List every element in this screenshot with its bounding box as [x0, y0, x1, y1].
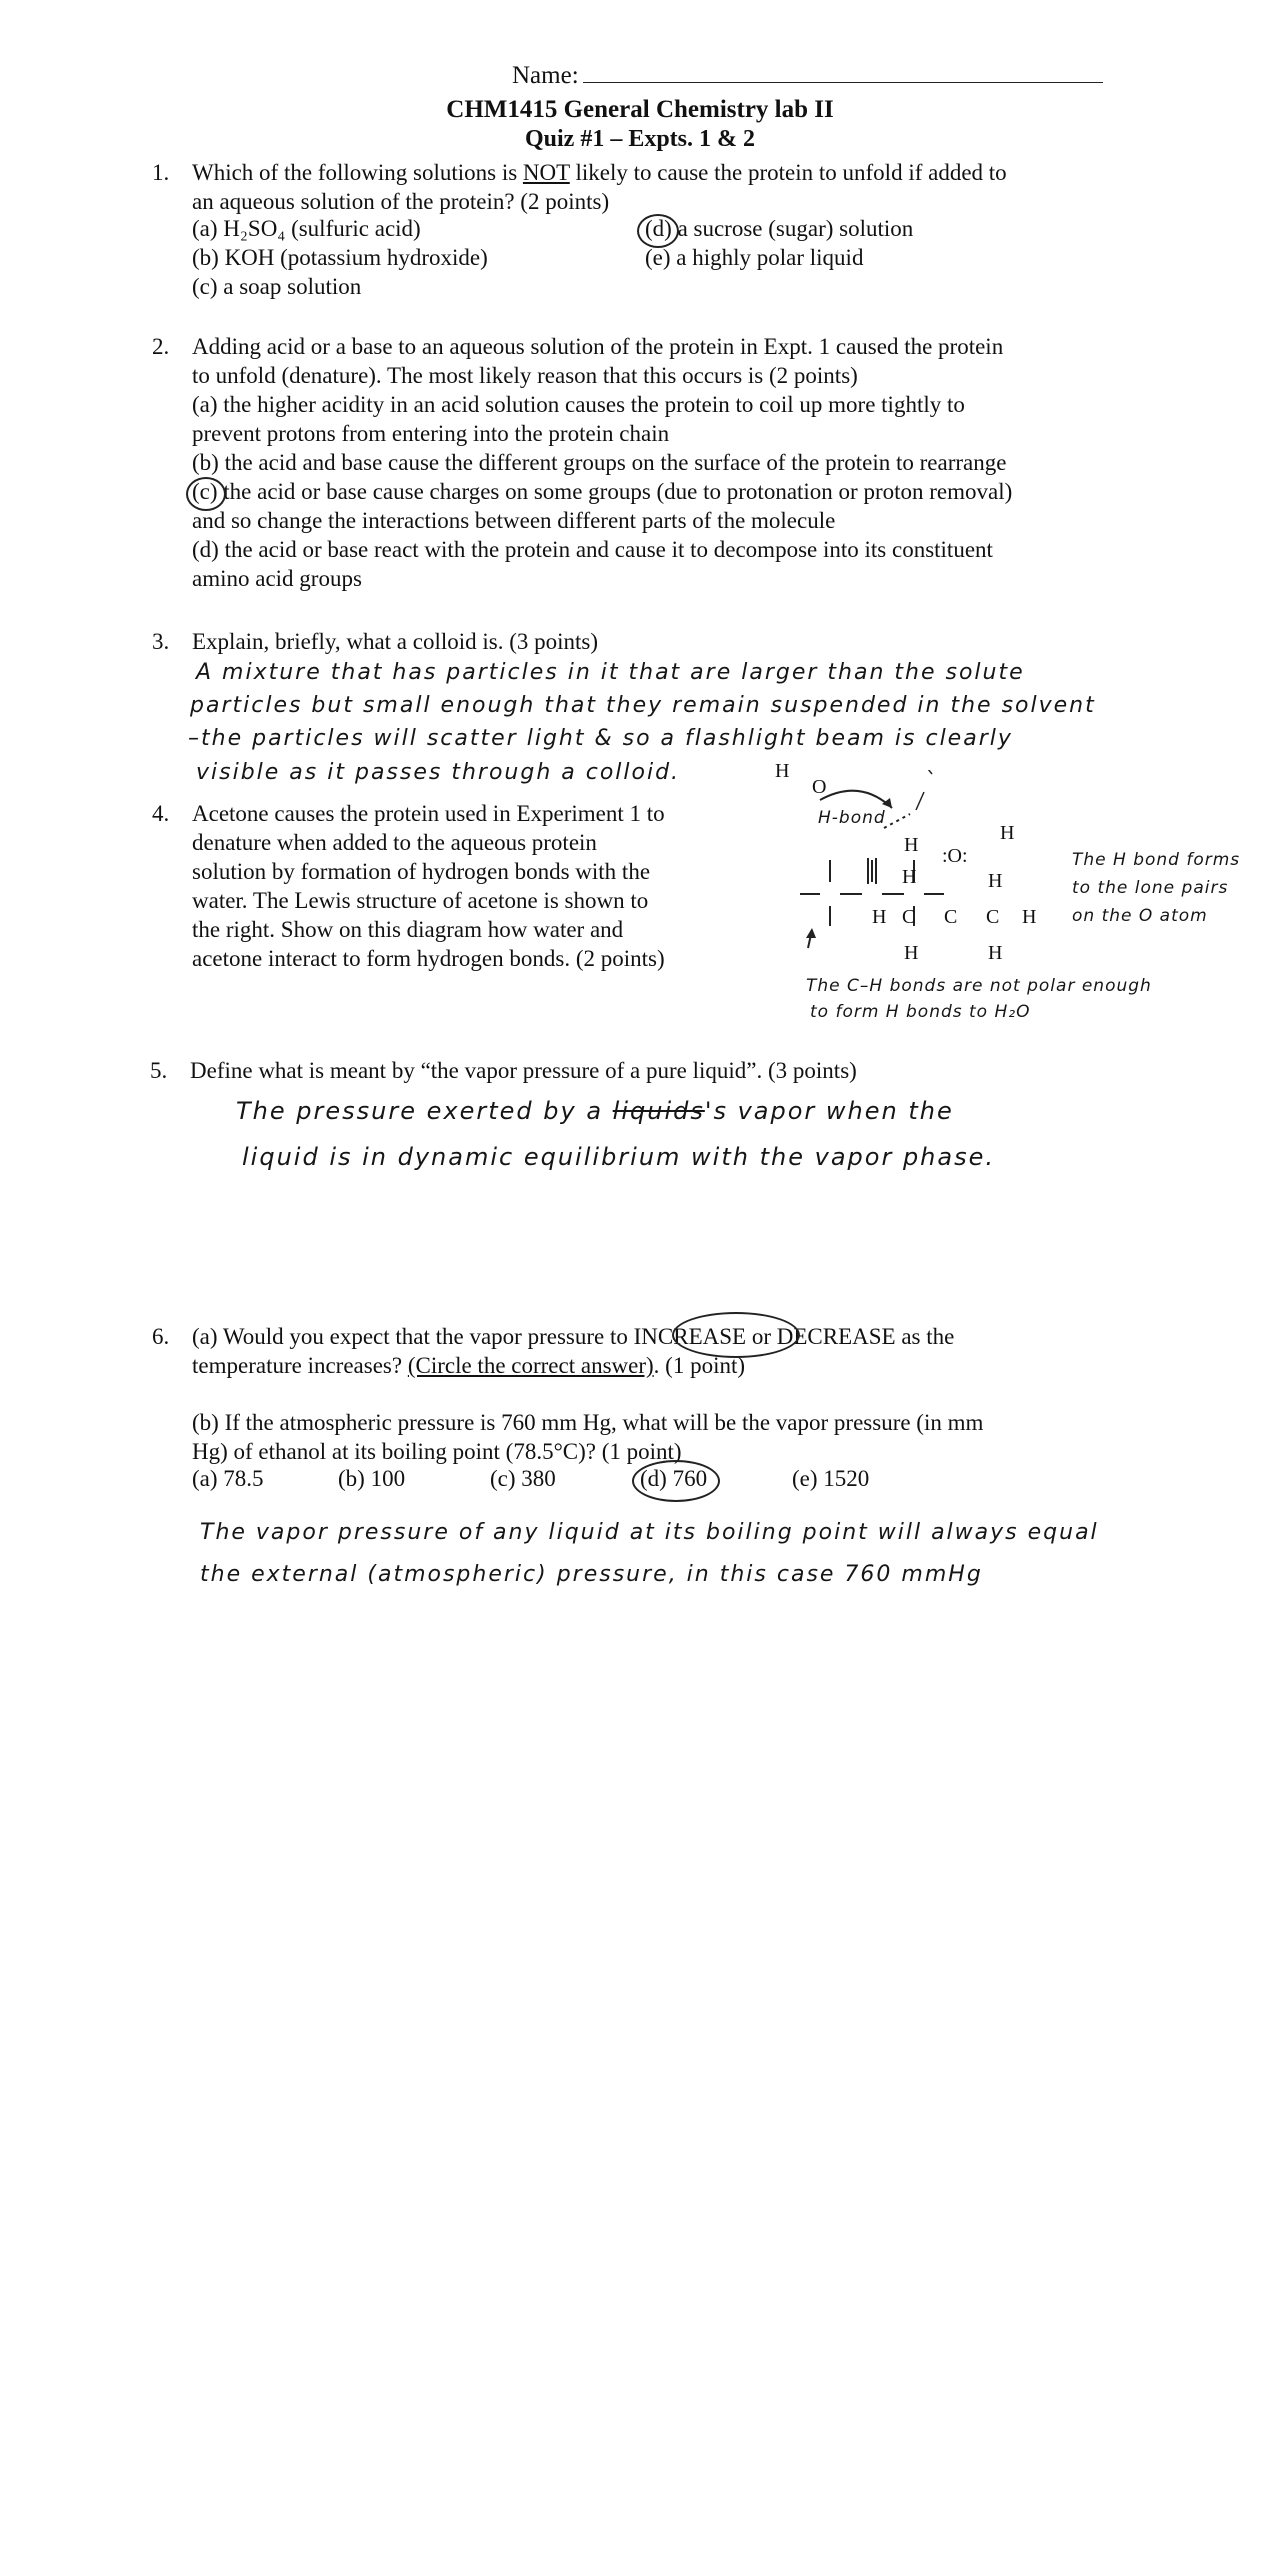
increase-answer: INCREASE [633, 1324, 747, 1349]
answer-circle-mark [186, 477, 226, 511]
question-4 [152, 799, 665, 973]
water-h-atom: H [1000, 822, 1015, 844]
question-5 [150, 1056, 857, 1085]
q6-choice-b: (b) 100 [338, 1466, 406, 1491]
answer-circle-mark [637, 214, 679, 248]
diagram-side-note: The H bond forms [1072, 850, 1241, 870]
struck-word: liquids [612, 1097, 705, 1125]
question-3 [152, 627, 599, 656]
h-atom: H [988, 942, 1003, 964]
question-text-line: Explain, briefly, what a colloid is. (3 points) [192, 629, 599, 654]
answer-circle-mark [672, 1312, 800, 1358]
q1-option-b: (b) KOH (potassium hydroxide) [192, 245, 488, 270]
q2-option-b: (b) the acid and base cause the different groups on the surface of the protein to rearrange [192, 450, 1007, 475]
question-text-line: an aqueous solution of the protein? (2 points) [192, 189, 610, 214]
q1-option-c: (c) a soap solution [192, 274, 362, 299]
c-atom: C [902, 906, 916, 928]
question-text-line: acetone interact to form hydrogen bonds. (2 points) [192, 946, 665, 971]
circle-instruction: (Circle the correct answer) [407, 1353, 654, 1378]
q2-option-a: (a) the higher acidity in an acid solution causes the protein to coil up more tightly to [192, 392, 965, 417]
question-2 [152, 332, 1013, 593]
handwritten-answer-line: liquid is in dynamic equilibrium with the vapor phase. [242, 1143, 995, 1171]
h-atom: H [904, 942, 919, 964]
question-text-line: the right. Show on this diagram how water and [192, 917, 624, 942]
handwritten-answer-line: particles but small enough that they remain suspended in the solvent [190, 693, 1096, 718]
question-text-line: temperature increases? (Circle the correct answer). (1 point) [192, 1353, 746, 1378]
q6-choice-e: (e) 1520 [792, 1466, 870, 1491]
question-number: 5. [150, 1058, 168, 1083]
name-label: Name: [512, 62, 579, 89]
q1-option-d: (d) a sucrose (sugar) solution [645, 216, 914, 241]
h-atom: H [904, 834, 919, 856]
handwritten-answer-line: A mixture that has particles in it that are larger than the solute [196, 660, 1025, 685]
hbond-pointer-arrow [820, 791, 892, 808]
q1-option-a: (a) H₂SO₄ (sulfuric acid) [192, 216, 421, 241]
q2-option-c-cont: and so change the interactions between different parts of the molecule [192, 508, 836, 533]
question-text-line: to unfold (denature). The most likely reason that this occurs is (2 points) [192, 363, 858, 388]
diagram-bottom-note: The C–H bonds are not polar enough [806, 976, 1152, 996]
question-number: 4. [152, 801, 170, 826]
question-number: 6. [152, 1324, 170, 1349]
question-text-line: Acetone causes the protein used in Experiment 1 to [192, 801, 665, 826]
quiz-title: CHM1415 General Chemistry lab II [446, 96, 834, 123]
q2-option-d: (d) the acid or base react with the protein and cause it to decompose into its constituent [192, 537, 993, 562]
quiz-subtitle: Quiz #1 – Expts. 1 & 2 [524, 126, 755, 152]
question-1 [152, 158, 1007, 216]
question-text-line: denature when added to the aqueous protein [192, 830, 597, 855]
handwritten-answer-line: –the particles will scatter light & so a flashlight beam is clearly [188, 726, 1013, 751]
question-text-line: Adding acid or a base to an aqueous solution of the protein in Expt. 1 caused the protein [192, 334, 1004, 359]
q2-option-d-cont: amino acid groups [192, 566, 362, 591]
diagram-side-note: to the lone pairs [1072, 878, 1229, 898]
question-text-line: (a) Would you expect that the vapor pressure to INCREASE or DECREASE as the [192, 1324, 955, 1349]
q1-option-e: (e) a highly polar liquid [645, 245, 864, 270]
water-h-atom: H [775, 760, 790, 782]
h-atom: H [1022, 906, 1037, 928]
water-o-atom: O [812, 776, 827, 798]
c-atom: C [944, 906, 958, 928]
question-text-line: Hg) of ethanol at its boiling point (78.5°C)? (1 point) [192, 1439, 682, 1464]
hydrogen-bond-dots [884, 814, 910, 828]
handwritten-answer-line: The pressure exerted by a liquids's vapor when the [236, 1097, 954, 1125]
water-bond-line [916, 792, 924, 810]
carbonyl-oxygen: :O: [942, 845, 968, 867]
question-number: 3. [152, 629, 170, 654]
h-atom: H [902, 866, 917, 888]
diagram-bottom-note: to form H bonds to H₂O [810, 1002, 1031, 1022]
question-number: 1. [152, 160, 170, 185]
hbond-label: H-bond [818, 808, 886, 828]
name-blank-line [583, 62, 1103, 83]
question-number: 2. [152, 334, 170, 359]
question-6b [192, 1408, 983, 1466]
q6-choice-c: (c) 380 [490, 1466, 556, 1491]
diagram-side-note: on the O atom [1072, 906, 1208, 926]
question-text-line: solution by formation of hydrogen bonds with the [192, 859, 651, 884]
arrow-head [806, 928, 816, 938]
answer-circle-mark [632, 1460, 720, 1502]
question-text-line: (b) If the atmospheric pressure is 760 mm Hg, what will be the vapor pressure (in mm [192, 1410, 984, 1435]
q2-option-a-cont: prevent protons from entering into the protein chain [192, 421, 670, 446]
handwritten-answer-line: visible as it passes through a colloid. [196, 760, 681, 785]
question-6 [152, 1322, 955, 1380]
q6-choice-d: (d) 760 [640, 1466, 708, 1491]
name-field [512, 62, 1103, 90]
arrow-head [882, 798, 892, 808]
handwritten-answer-line: the external (atmospheric) pressure, in this case 760 mmHg [200, 1562, 983, 1587]
acetone-lewis-structure [800, 770, 1060, 990]
question-text-line: Define what is meant by “the vapor pressure of a pure liquid”. (3 points) [190, 1058, 857, 1083]
q6-choice-a: (a) 78.5 [192, 1466, 264, 1491]
h-atom: H [988, 870, 1003, 892]
h-atom: H [872, 906, 887, 928]
c-atom: C [986, 906, 1000, 928]
question-text-line: water. The Lewis structure of acetone is shown to [192, 888, 649, 913]
handwritten-answer-line: The vapor pressure of any liquid at its boiling point will always equal [200, 1520, 1099, 1545]
not-emphasis: NOT [522, 160, 570, 185]
q2-option-c: (c) the acid or base cause charges on some groups (due to protonation or proton removal) [192, 479, 1013, 504]
question-text-line: Which of the following solutions is NOT likely to cause the protein to unfold if added to [192, 160, 1007, 185]
water-bond-line [924, 770, 932, 774]
